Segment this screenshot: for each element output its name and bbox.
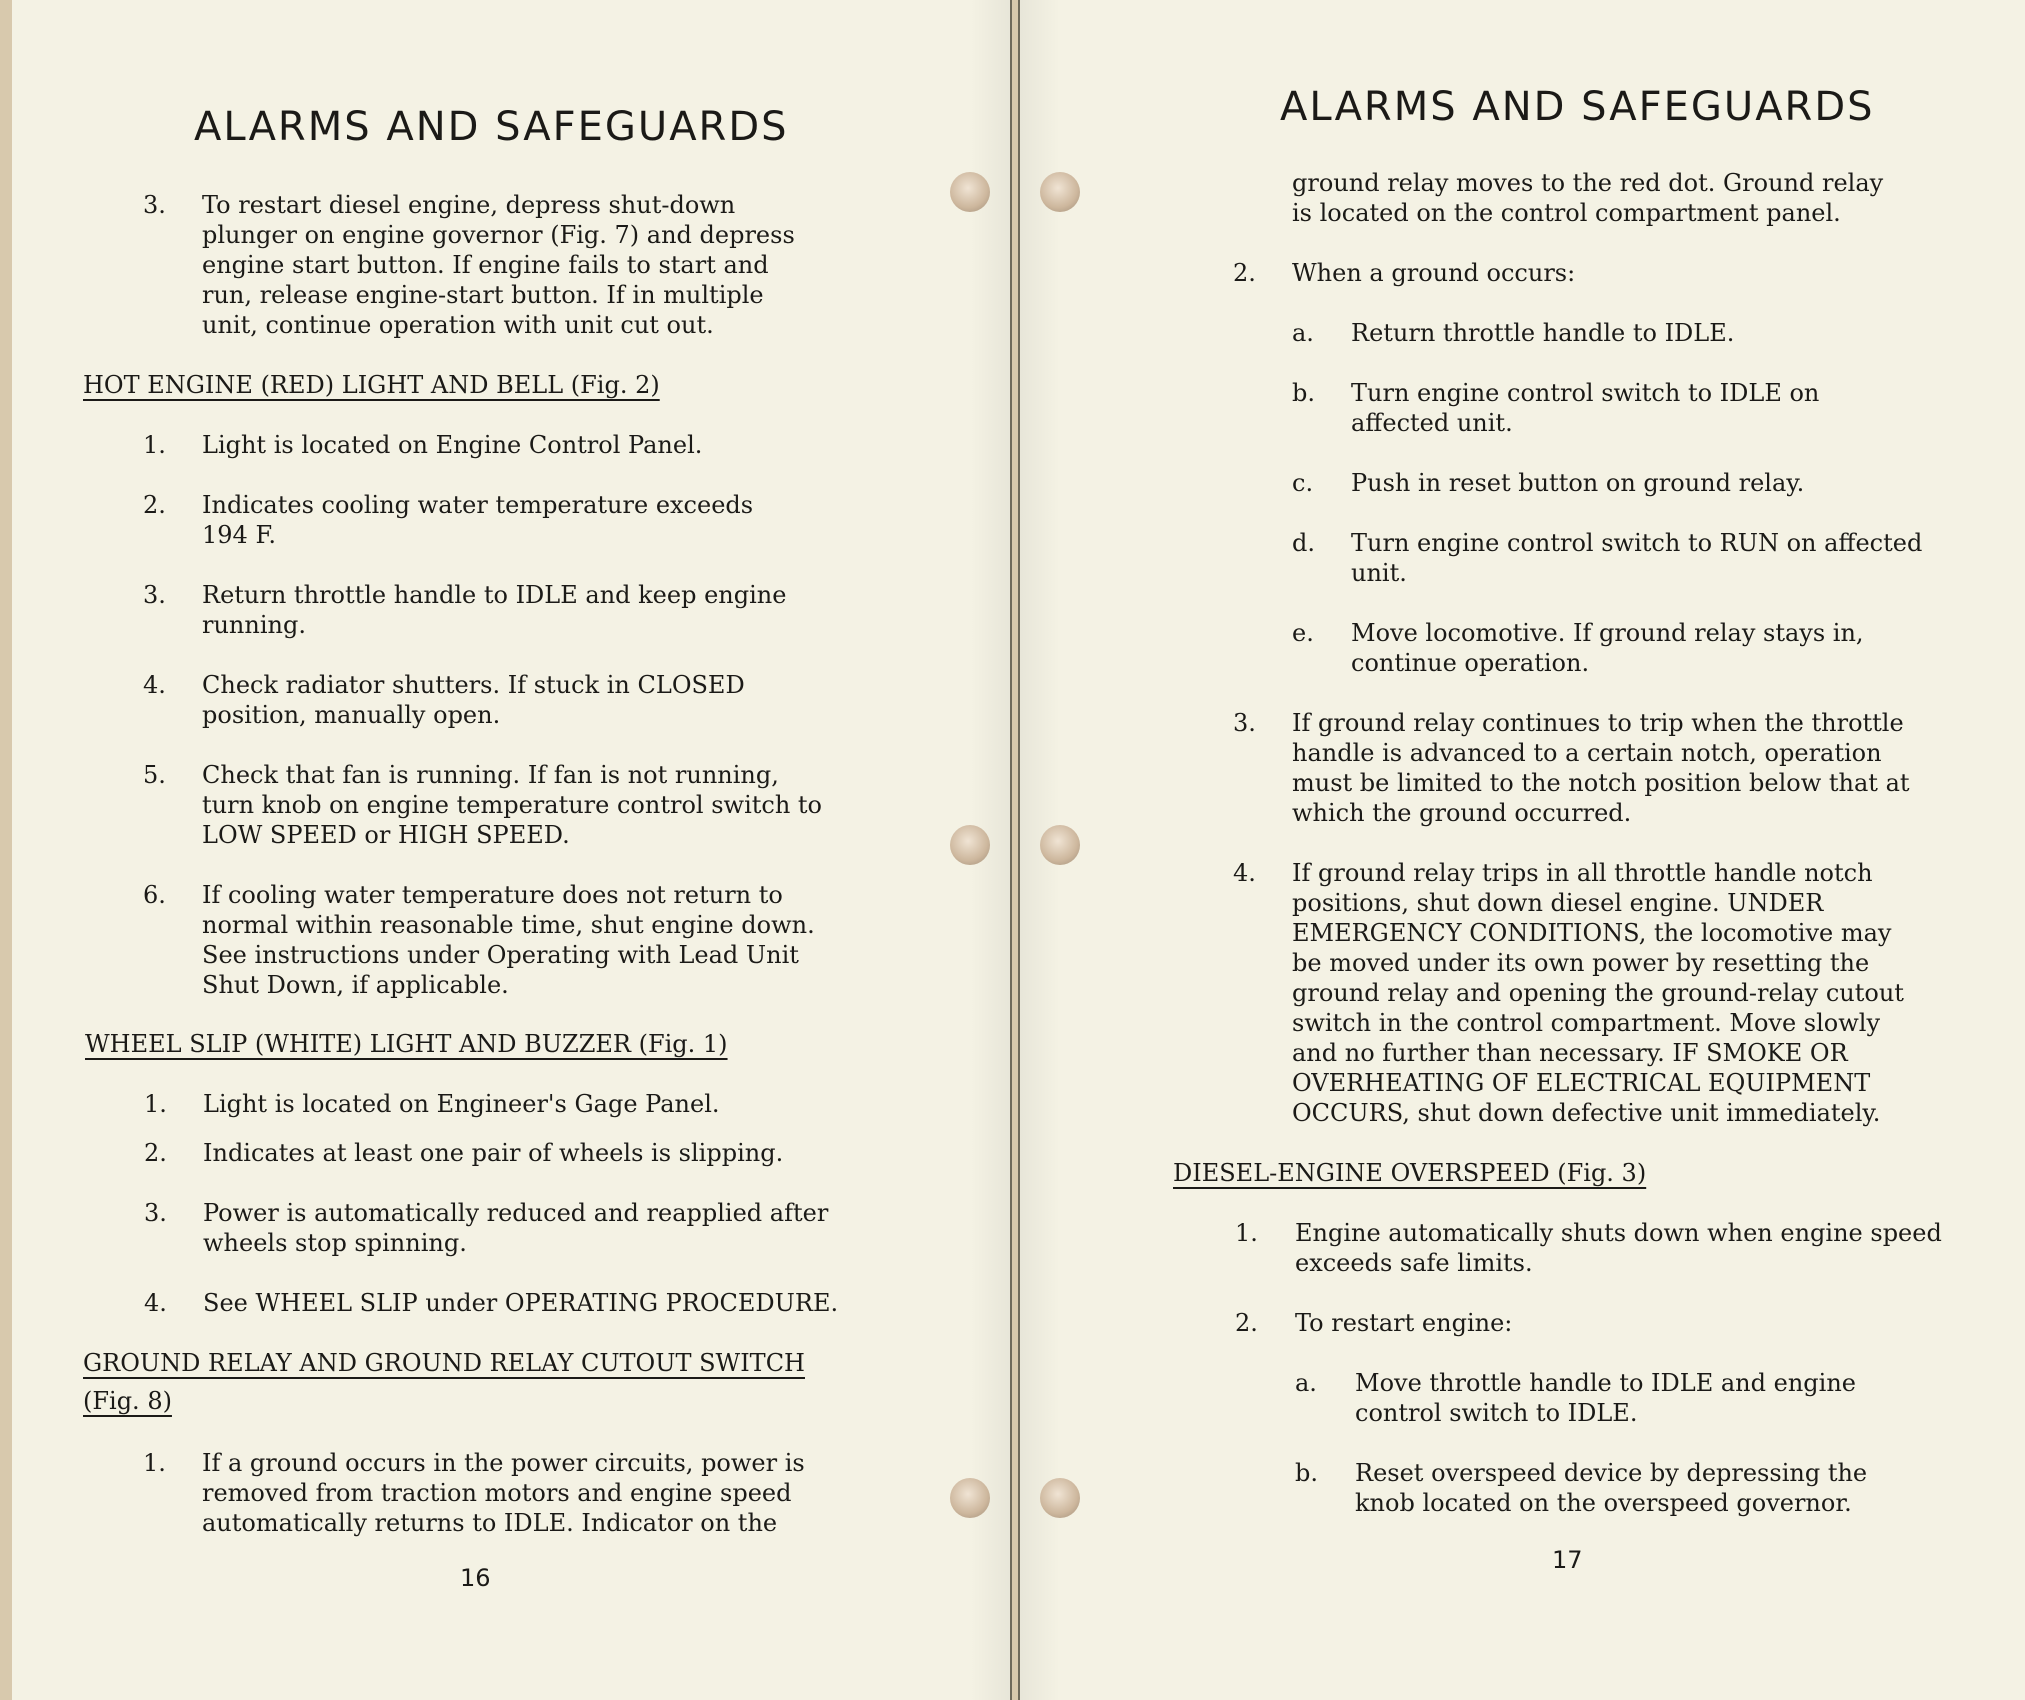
- list-item-text: OCCURS, shut down defective unit immediately.: [1292, 1099, 1881, 1127]
- list-item-number: 2.: [143, 491, 166, 519]
- list-item-number: 2.: [1233, 259, 1256, 287]
- section-heading-ground-relay-fig: (Fig. 8): [83, 1387, 172, 1415]
- list-item-text: Power is automatically reduced and reapplied after: [203, 1199, 829, 1227]
- section-heading-overspeed: DIESEL-ENGINE OVERSPEED (Fig. 3): [1173, 1159, 1647, 1187]
- section-heading-wheel-slip: WHEEL SLIP (WHITE) LIGHT AND BUZZER (Fig. 1): [85, 1030, 728, 1058]
- sub-item-text: Move locomotive. If ground relay stays in,: [1351, 619, 1864, 647]
- list-item-text: exceeds safe limits.: [1295, 1249, 1533, 1277]
- page-number: 17: [1552, 1546, 1583, 1574]
- sub-item-text: continue operation.: [1351, 649, 1590, 677]
- sub-item-text: Reset overspeed device by depressing the: [1355, 1459, 1868, 1487]
- list-item-number: 3.: [143, 581, 166, 609]
- sub-item-text: Move throttle handle to IDLE and engine: [1355, 1369, 1856, 1397]
- list-item-text: engine start button. If engine fails to start and: [202, 251, 769, 279]
- sub-item-text: Turn engine control switch to IDLE on: [1351, 379, 1820, 407]
- list-item-text: plunger on engine governor (Fig. 7) and depress: [202, 221, 795, 249]
- sub-item-letter: a.: [1292, 319, 1314, 347]
- sub-item-text: control switch to IDLE.: [1355, 1399, 1638, 1427]
- list-item-text: When a ground occurs:: [1292, 259, 1576, 287]
- list-item-number: 4.: [1233, 859, 1256, 887]
- list-item-number: 3.: [143, 191, 166, 219]
- list-item-text: Shut Down, if applicable.: [202, 971, 509, 999]
- list-item-text: run, release engine-start button. If in multiple: [202, 281, 764, 309]
- right-page: [1018, 0, 2025, 1700]
- sub-item-letter: e.: [1292, 619, 1314, 647]
- list-item-text: If ground relay continues to trip when the throttle: [1292, 709, 1904, 737]
- list-item-text: To restart diesel engine, depress shut-down: [202, 191, 736, 219]
- list-item-text: handle is advanced to a certain notch, operation: [1292, 739, 1882, 767]
- list-item-text: and no further than necessary. IF SMOKE OR: [1292, 1039, 1848, 1067]
- list-item-text: Indicates cooling water temperature exceeds: [202, 491, 754, 519]
- list-item-number: 1.: [143, 1449, 166, 1477]
- list-item-number: 4.: [144, 1289, 167, 1317]
- sub-item-letter: b.: [1295, 1459, 1318, 1487]
- sub-item-letter: c.: [1292, 469, 1314, 497]
- sub-item-text: Push in reset button on ground relay.: [1351, 469, 1805, 497]
- binder-hole: [1040, 825, 1080, 865]
- sub-item-letter: b.: [1292, 379, 1315, 407]
- binder-hole: [950, 1478, 990, 1518]
- list-item-text: OVERHEATING OF ELECTRICAL EQUIPMENT: [1292, 1069, 1871, 1097]
- left-page: [12, 0, 1012, 1700]
- list-item-number: 1.: [143, 431, 166, 459]
- page-number: 16: [460, 1564, 491, 1592]
- sub-item-text: knob located on the overspeed governor.: [1355, 1489, 1852, 1517]
- continuation-text: is located on the control compartment panel.: [1292, 199, 1841, 227]
- list-item-text: be moved under its own power by resetting the: [1292, 949, 1870, 977]
- list-item-text: position, manually open.: [202, 701, 501, 729]
- sub-item-text: Return throttle handle to IDLE.: [1351, 319, 1735, 347]
- list-item-text: 194 F.: [202, 521, 276, 549]
- list-item-text: positions, shut down diesel engine. UNDER: [1292, 889, 1824, 917]
- list-item-text: If ground relay trips in all throttle handle notch: [1292, 859, 1873, 887]
- list-item-text: unit, continue operation with unit cut out.: [202, 311, 714, 339]
- list-item-text: Return throttle handle to IDLE and keep engine: [202, 581, 787, 609]
- list-item-text: If cooling water temperature does not return to: [202, 881, 783, 909]
- sub-item-letter: d.: [1292, 529, 1315, 557]
- continuation-text: ground relay moves to the red dot. Ground relay: [1292, 169, 1884, 197]
- list-item-text: Indicates at least one pair of wheels is slipping.: [203, 1139, 784, 1167]
- list-item-text: See WHEEL SLIP under OPERATING PROCEDURE.: [203, 1289, 839, 1317]
- list-item-text: See instructions under Operating with Lead Unit: [202, 941, 799, 969]
- binder-hole: [950, 172, 990, 212]
- sub-item-text: affected unit.: [1351, 409, 1513, 437]
- page-title: ALARMS AND SAFEGUARDS: [1280, 84, 1875, 130]
- list-item-text: Check that fan is running. If fan is not running,: [202, 761, 779, 789]
- list-item-text: If a ground occurs in the power circuits, power is: [202, 1449, 805, 1477]
- list-item-text: wheels stop spinning.: [203, 1229, 467, 1257]
- list-item-text: turn knob on engine temperature control switch to: [202, 791, 823, 819]
- sub-item-letter: a.: [1295, 1369, 1317, 1397]
- list-item-number: 6.: [143, 881, 166, 909]
- list-item-text: must be limited to the notch position below that at: [1292, 769, 1910, 797]
- list-item-text: removed from traction motors and engine speed: [202, 1479, 792, 1507]
- binder-hole: [1040, 172, 1080, 212]
- list-item-text: EMERGENCY CONDITIONS, the locomotive may: [1292, 919, 1892, 947]
- list-item-text: switch in the control compartment. Move slowly: [1292, 1009, 1881, 1037]
- list-item-number: 2.: [144, 1139, 167, 1167]
- list-item-text: which the ground occurred.: [1292, 799, 1632, 827]
- list-item-text: LOW SPEED or HIGH SPEED.: [202, 821, 570, 849]
- page-title: ALARMS AND SAFEGUARDS: [194, 104, 789, 150]
- list-item-text: Check radiator shutters. If stuck in CLOSED: [202, 671, 745, 699]
- list-item-number: 4.: [143, 671, 166, 699]
- list-item-text: Engine automatically shuts down when engine speed: [1295, 1219, 1942, 1247]
- list-item-text: Light is located on Engineer's Gage Panel.: [203, 1090, 720, 1118]
- section-heading-hot-engine: HOT ENGINE (RED) LIGHT AND BELL (Fig. 2): [83, 371, 660, 399]
- section-heading-ground-relay: GROUND RELAY AND GROUND RELAY CUTOUT SWITCH: [83, 1349, 805, 1377]
- binder-hole: [1040, 1478, 1080, 1518]
- list-item-number: 1.: [1235, 1219, 1258, 1247]
- list-item-text: Light is located on Engine Control Panel.: [202, 431, 703, 459]
- binder-hole: [950, 825, 990, 865]
- sub-item-text: Turn engine control switch to RUN on affected: [1351, 529, 1923, 557]
- list-item-text: automatically returns to IDLE. Indicator on the: [202, 1509, 778, 1537]
- list-item-number: 3.: [144, 1199, 167, 1227]
- list-item-number: 1.: [144, 1090, 167, 1118]
- list-item-text: To restart engine:: [1295, 1309, 1513, 1337]
- list-item-number: 3.: [1233, 709, 1256, 737]
- list-item-number: 2.: [1235, 1309, 1258, 1337]
- list-item-text: normal within reasonable time, shut engine down.: [202, 911, 815, 939]
- list-item-number: 5.: [143, 761, 166, 789]
- sub-item-text: unit.: [1351, 559, 1407, 587]
- list-item-text: ground relay and opening the ground-relay cutout: [1292, 979, 1904, 1007]
- list-item-text: running.: [202, 611, 306, 639]
